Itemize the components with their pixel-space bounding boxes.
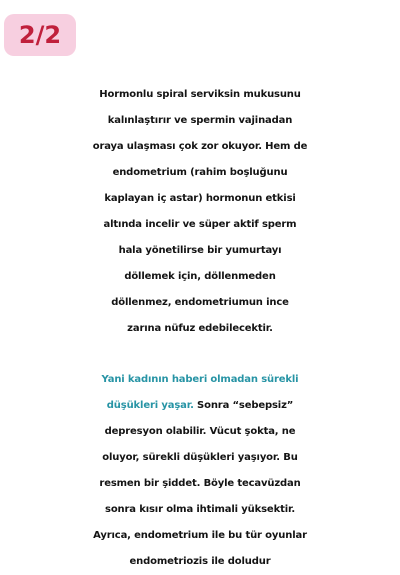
paragraph-2-line: depresyon olabilir. Vücut şokta, ne <box>104 426 296 437</box>
highlighted-statement: Yani kadının haberi olmadan sürekli <box>101 374 299 385</box>
paragraph-1-line: döllenmez, endometriumun ince <box>111 297 289 308</box>
highlighted-statement-end: düşükleri yaşar. <box>106 400 194 411</box>
page-indicator-badge: 2/2 <box>4 14 76 56</box>
paragraph-2-line: Ayrıca, endometrium ile bu tür oyunlar <box>93 530 307 541</box>
paragraph-2 <box>0 367 400 575</box>
paragraph-1-line: hala yönetilirse bir yumurtayı <box>118 245 282 256</box>
paragraph-1-line: oraya ulaşması çok zor okuyor. Hem de <box>92 141 308 152</box>
paragraph-1-line: Hormonlu spiral serviksin mukusunu <box>99 89 301 100</box>
paragraph-2-line: oluyor, sürekli düşükleri yaşıyor. Bu <box>102 452 298 463</box>
paragraph-1-line: kaplayan iç astar) hormonun etkisi <box>104 193 296 204</box>
paragraph-2-line-text: Sonra “sebepsiz” <box>193 400 294 411</box>
paragraph-1-line: endometrium (rahim boşluğunu <box>112 167 288 178</box>
paragraph-1 <box>0 82 400 342</box>
paragraph-1-line: zarına nüfuz edebilecektir. <box>127 323 273 334</box>
paragraph-1-line: döllemek için, döllenmeden <box>124 271 276 282</box>
paragraph-2-line <box>0 393 400 419</box>
paragraph-1-line: kalınlaştırır ve spermin vajinadan <box>107 115 293 126</box>
paragraph-2-line: sonra kısır olma ihtimali yüksektir. <box>105 504 295 515</box>
paragraph-2-line: endometriozis ile doludur <box>129 556 271 567</box>
paragraph-1-line: altında incelir ve süper aktif sperm <box>103 219 297 230</box>
paragraph-2-line: resmen bir şiddet. Böyle tecavüzdan <box>99 478 301 489</box>
